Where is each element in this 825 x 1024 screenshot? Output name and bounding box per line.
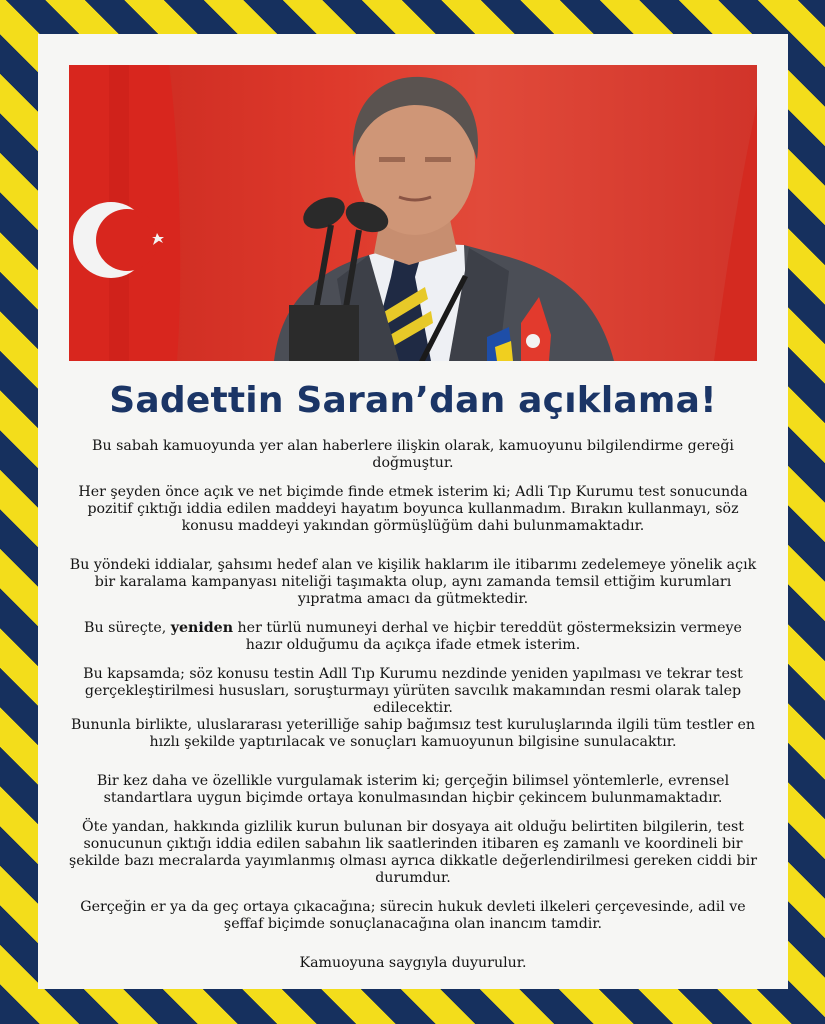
speaker-photo-illustration xyxy=(69,65,757,361)
statement-panel xyxy=(38,34,788,989)
paragraph-4-lead: Bu süreçte, xyxy=(84,620,171,636)
headline: Sadettin Saran’dan açıklama! xyxy=(109,380,717,421)
paragraph-6: Bununla birlikte, uluslararası yeterilliğe sahip bağımsız test kuruluşlarında ilgili tüm testler en hızlı şekilde yaptırılacak ve sonuçları kamuoyunun bilgisine sunulacaktır. xyxy=(70,717,756,750)
statement-body xyxy=(64,438,762,984)
paragraph-4 xyxy=(64,620,762,654)
paragraph-3: Bu yöndeki iddialar, şahsımı hedef alan ve kişilik haklarım ile itibarımı zedelemeye yönelik açık bir karalama kampanyası niteliği taşımakta olup, aynı zamanda temsil ettiğim kurumları yıpratma amacı da gütmektedir. xyxy=(69,557,757,607)
paragraph-1: Bu sabah kamuoyunda yer alan haberlere ilişkin olarak, kamuoyunu bilgilendirme gereği doğmuştur. xyxy=(92,438,734,471)
paragraph-4-rest: her türlü numuneyi derhal ve hiçbir tereddüt göstermeksizin vermeye hazır olduğumu da açıkça ifade etmek isterim. xyxy=(233,620,742,653)
closing-line: Kamuoyuna saygıyla duyurulur. xyxy=(299,955,527,971)
paragraph-4-emphasis: yeniden xyxy=(170,620,234,636)
paragraph-9: Gerçeğin er ya da geç ortaya çıkacağına; sürecin hukuk devleti ilkeleri çerçevesinde, adil ve şeffaf biçimde sonuçlanacağına olan inancım tamdir. xyxy=(80,899,746,932)
speaker-photo xyxy=(69,65,757,361)
paragraph-8: Öte yandan, hakkında gizlilik kurun bulunan bir dosyaya ait olduğu belirtiten bilgilerin, test sonucunun çıktığı iddia edilen sabahın lik saatlerinden itibaren eş zamanlı ve koordineli bir şekilde bazı mecralarda yayımlanmış olması ayrıca dikkatle değerlendirilmesi gereken ciddi bir durumdur. xyxy=(69,819,757,886)
paragraph-5: Bu kapsamda; söz konusu testin Adll Tıp Kurumu nezdinde yeniden yapılması ve tekrar test gerçekleştirilmesi hususları, soruşturmayı yürüten savcılık makamından resmi olarak talep edilecektir. xyxy=(83,666,743,716)
paragraph-2: Her şeyden önce açık ve net biçimde finde etmek isterim ki; Adli Tıp Kurumu test sonucunda pozitif çıktığı iddia edilen maddeyi hayatım boyunca kullanmadım. Bırakın kullanmayı, söz konusu maddeyi yakından görmüşlüğüm dahi bulunmamaktadır. xyxy=(78,484,748,534)
paragraph-7: Bir kez daha ve özellikle vurgulamak isterim ki; gerçeğin bilimsel yöntemlerle, evrensel standartlara uygun biçimde ortaya konulmasından hiçbir çekincem bulunmamaktadır. xyxy=(96,773,730,806)
